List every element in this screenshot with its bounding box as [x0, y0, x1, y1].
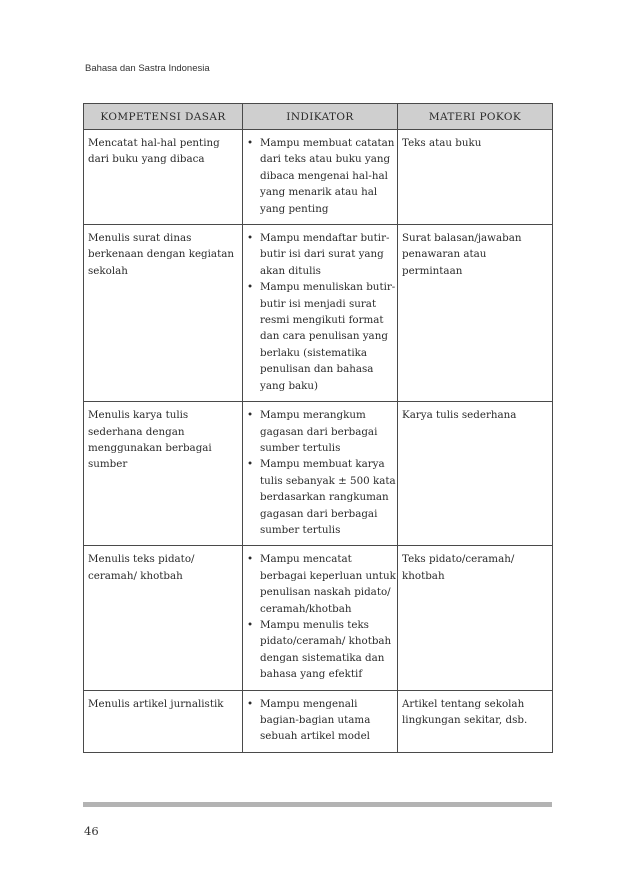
- indikator-cell: [243, 225, 398, 402]
- bullet-icon: •: [247, 137, 254, 149]
- bullet-icon: •: [247, 232, 254, 245]
- indikator-list: [247, 230, 396, 394]
- table-row: [84, 225, 553, 402]
- table-row: [84, 402, 553, 546]
- indikator-text: Mampu merangkum gagasan dari berbagai sumber tertulis: [260, 409, 378, 454]
- materi-cell: Artikel tentang sekolah lingkungan sekitar, dsb.: [398, 690, 553, 752]
- table-header-row: [84, 104, 553, 130]
- indikator-item: [247, 407, 396, 456]
- kompetensi-cell: Menulis surat dinas berkenaan dengan kegiatan sekolah: [84, 225, 243, 402]
- table-row: [84, 690, 553, 752]
- indikator-cell: [243, 402, 398, 546]
- bullet-icon: •: [247, 281, 254, 294]
- footer-divider: [83, 802, 552, 807]
- indikator-item: [247, 456, 396, 538]
- indikator-text: Mampu mendaftar butir-butir isi dari surat yang akan ditulis: [260, 232, 390, 277]
- indikator-item: [247, 279, 396, 394]
- indikator-cell: [243, 690, 398, 752]
- indikator-item: [247, 617, 396, 683]
- materi-cell: Teks atau buku: [398, 130, 553, 225]
- indikator-text: Mampu menulis teks pidato/ceramah/ khotbah dengan sistematika dan bahasa yang efektif: [260, 618, 392, 681]
- kompetensi-cell: Menulis artikel jurnalistik: [84, 690, 243, 752]
- indikator-text: Mampu mencatat berbagai keperluan untuk penulisan naskah pidato/ ceramah/khotbah: [260, 553, 396, 615]
- indikator-list: [247, 551, 396, 682]
- indikator-text: Mampu membuat catatan dari teks atau buku yang dibaca mengenai hal-hal yang menarik atau hal yang penting: [260, 137, 395, 215]
- bullet-icon: •: [247, 697, 254, 710]
- indikator-item: [247, 551, 396, 617]
- indikator-text: Mampu menuliskan butir-butir isi menjadi surat resmi mengikuti format dan cara penulisan yang berlaku (sistematika penulisan dan bahasa yang baku): [260, 281, 396, 392]
- indikator-list: [247, 407, 396, 538]
- materi-cell: Teks pidato/ceramah/ khotbah: [398, 546, 553, 690]
- table-row: [84, 546, 553, 690]
- header-kompetensi-dasar: KOMPETENSI DASAR: [84, 104, 243, 130]
- header-materi-pokok: MATERI POKOK: [398, 104, 553, 130]
- header-indikator: INDIKATOR: [243, 104, 398, 130]
- indikator-item: [247, 135, 396, 217]
- kompetensi-cell: Menulis teks pidato/ ceramah/ khotbah: [84, 546, 243, 690]
- bullet-icon: •: [247, 409, 254, 422]
- indikator-item: [247, 696, 396, 745]
- page-number: 46: [84, 824, 99, 838]
- indikator-item: [247, 230, 396, 279]
- bullet-icon: •: [247, 618, 254, 631]
- bullet-icon: •: [247, 458, 254, 471]
- indikator-text: Mampu membuat karya tulis sebanyak ± 500 kata berdasarkan rangkuman gagasan dari berbagai sumber tertulis: [260, 458, 396, 536]
- materi-cell: Surat balasan/jawaban penawaran atau permintaan: [398, 225, 553, 402]
- indikator-list: [247, 135, 396, 217]
- table-row: [84, 130, 553, 225]
- materi-cell: Karya tulis sederhana: [398, 402, 553, 546]
- running-header: Bahasa dan Sastra Indonesia: [85, 63, 210, 74]
- indikator-text: Mampu mengenali bagian-bagian utama sebuah artikel model: [260, 697, 371, 743]
- indikator-cell: [243, 546, 398, 690]
- bullet-icon: •: [247, 553, 254, 566]
- kompetensi-cell: Menulis karya tulis sederhana dengan menggunakan berbagai sumber: [84, 402, 243, 546]
- kompetensi-cell: Mencatat hal-hal penting dari buku yang dibaca: [84, 130, 243, 225]
- indikator-list: [247, 696, 396, 745]
- indikator-cell: [243, 130, 398, 225]
- competency-table: [83, 103, 553, 753]
